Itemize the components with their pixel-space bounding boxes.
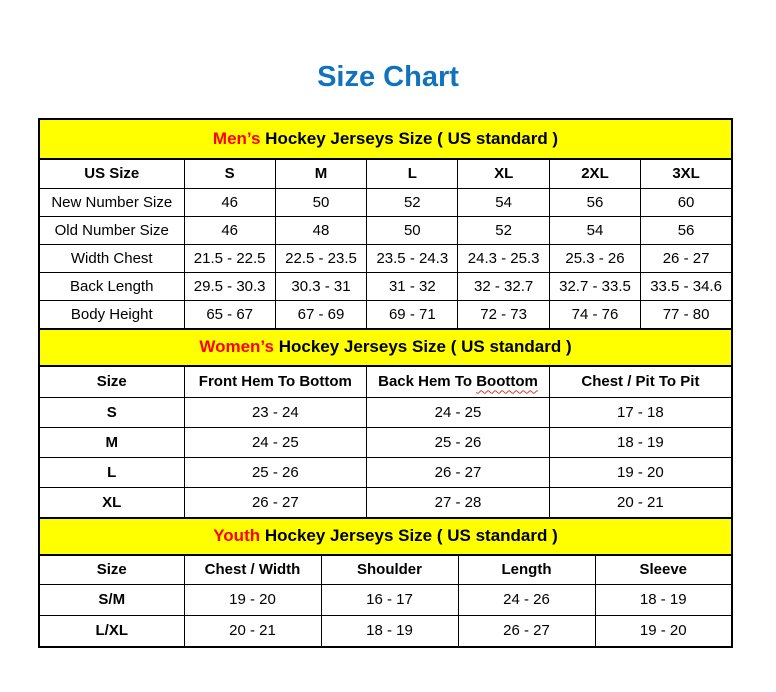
womens-size-table — [38, 328, 733, 519]
table-cell: 24 - 25 — [184, 427, 367, 457]
table-cell: 52 — [458, 216, 549, 244]
table-row — [39, 427, 732, 457]
table-cell: 54 — [549, 216, 640, 244]
table-cell: 26 - 27 — [184, 487, 367, 518]
row-label: M — [39, 427, 184, 457]
size-chart-tables — [38, 118, 733, 648]
table-cell: 52 — [367, 188, 458, 216]
table-cell: 23 - 24 — [184, 397, 367, 427]
table-cell: 18 - 19 — [321, 615, 458, 647]
mens-section-band — [39, 119, 732, 159]
column-header: M — [275, 159, 366, 189]
table-cell: 24 - 26 — [458, 584, 595, 615]
row-label: S — [39, 397, 184, 427]
table-cell: 31 - 32 — [367, 272, 458, 300]
table-cell: 26 - 27 — [458, 615, 595, 647]
table-cell: 72 - 73 — [458, 300, 549, 329]
table-cell: 32.7 - 33.5 — [549, 272, 640, 300]
table-cell: 25 - 26 — [367, 427, 550, 457]
table-cell: 46 — [184, 216, 275, 244]
table-row — [39, 584, 732, 615]
table-row — [39, 397, 732, 427]
column-header: Size — [39, 555, 184, 585]
table-cell: 20 - 21 — [549, 487, 732, 518]
table-cell: 67 - 69 — [275, 300, 366, 329]
row-label: L/XL — [39, 615, 184, 647]
table-cell: 30.3 - 31 — [275, 272, 366, 300]
table-cell: 56 — [641, 216, 732, 244]
column-header: Shoulder — [321, 555, 458, 585]
womens-header-row — [39, 366, 732, 398]
column-header: Chest / Pit To Pit — [549, 366, 732, 398]
table-cell: 60 — [641, 188, 732, 216]
table-row — [39, 272, 732, 300]
column-header: US Size — [39, 159, 184, 189]
table-cell: 18 - 19 — [595, 584, 732, 615]
table-cell: 65 - 67 — [184, 300, 275, 329]
table-cell: 18 - 19 — [549, 427, 732, 457]
table-cell: 24 - 25 — [367, 397, 550, 427]
table-cell: 25.3 - 26 — [549, 244, 640, 272]
table-cell: 19 - 20 — [549, 457, 732, 487]
mens-title-highlight: Men’s — [212, 128, 261, 148]
table-row — [39, 216, 732, 244]
table-cell: 26 - 27 — [367, 457, 550, 487]
table-cell: 48 — [275, 216, 366, 244]
table-row — [39, 244, 732, 272]
column-header: XL — [458, 159, 549, 189]
table-cell: 46 — [184, 188, 275, 216]
table-row — [39, 188, 732, 216]
table-cell: 21.5 - 22.5 — [184, 244, 275, 272]
column-header: L — [367, 159, 458, 189]
table-cell: 54 — [458, 188, 549, 216]
table-cell: 23.5 - 24.3 — [367, 244, 458, 272]
mens-section-title: Men’s Hockey Jerseys Size ( US standard ) — [39, 119, 732, 159]
row-label: Old Number Size — [39, 216, 184, 244]
mens-header-row — [39, 159, 732, 189]
youth-header-row — [39, 555, 732, 585]
table-cell: 20 - 21 — [184, 615, 321, 647]
table-cell: 27 - 28 — [367, 487, 550, 518]
youth-title-highlight: Youth — [213, 526, 261, 546]
table-cell: 22.5 - 23.5 — [275, 244, 366, 272]
row-label: XL — [39, 487, 184, 518]
column-header: Sleeve — [595, 555, 732, 585]
table-row — [39, 487, 732, 518]
table-cell: 17 - 18 — [549, 397, 732, 427]
row-label: L — [39, 457, 184, 487]
youth-size-table — [38, 517, 733, 648]
table-cell: 74 - 76 — [549, 300, 640, 329]
table-cell: 19 - 20 — [184, 584, 321, 615]
table-cell: 50 — [275, 188, 366, 216]
column-header: Length — [458, 555, 595, 585]
table-cell: 56 — [549, 188, 640, 216]
row-label: Back Length — [39, 272, 184, 300]
column-header: Size — [39, 366, 184, 398]
table-cell: 16 - 17 — [321, 584, 458, 615]
column-header: 3XL — [641, 159, 732, 189]
table-cell: 77 - 80 — [641, 300, 732, 329]
table-cell: 69 - 71 — [367, 300, 458, 329]
table-cell: 50 — [367, 216, 458, 244]
womens-section-band — [39, 329, 732, 366]
table-cell: 26 - 27 — [641, 244, 732, 272]
table-cell: 24.3 - 25.3 — [458, 244, 549, 272]
mens-size-table — [38, 118, 733, 330]
row-label: Body Height — [39, 300, 184, 329]
table-cell: 32 - 32.7 — [458, 272, 549, 300]
table-cell: 33.5 - 34.6 — [641, 272, 732, 300]
table-cell: 29.5 - 30.3 — [184, 272, 275, 300]
youth-section-title: Youth Hockey Jerseys Size ( US standard ) — [39, 518, 732, 555]
column-header: 2XL — [549, 159, 640, 189]
column-header: S — [184, 159, 275, 189]
table-cell: 25 - 26 — [184, 457, 367, 487]
table-row — [39, 300, 732, 329]
womens-section-title: Women’s Hockey Jerseys Size ( US standard ) — [39, 329, 732, 366]
column-header: Front Hem To Bottom — [184, 366, 367, 398]
row-label: Width Chest — [39, 244, 184, 272]
womens-title-highlight: Women’s — [199, 337, 274, 357]
table-row — [39, 615, 732, 647]
page-title: Size Chart — [317, 61, 459, 93]
table-cell: 19 - 20 — [595, 615, 732, 647]
column-header: Back Hem To Boottom — [367, 366, 550, 398]
row-label: New Number Size — [39, 188, 184, 216]
misspelled-word: Boottom — [476, 373, 538, 391]
youth-section-band — [39, 518, 732, 555]
column-header: Chest / Width — [184, 555, 321, 585]
table-row — [39, 457, 732, 487]
row-label: S/M — [39, 584, 184, 615]
